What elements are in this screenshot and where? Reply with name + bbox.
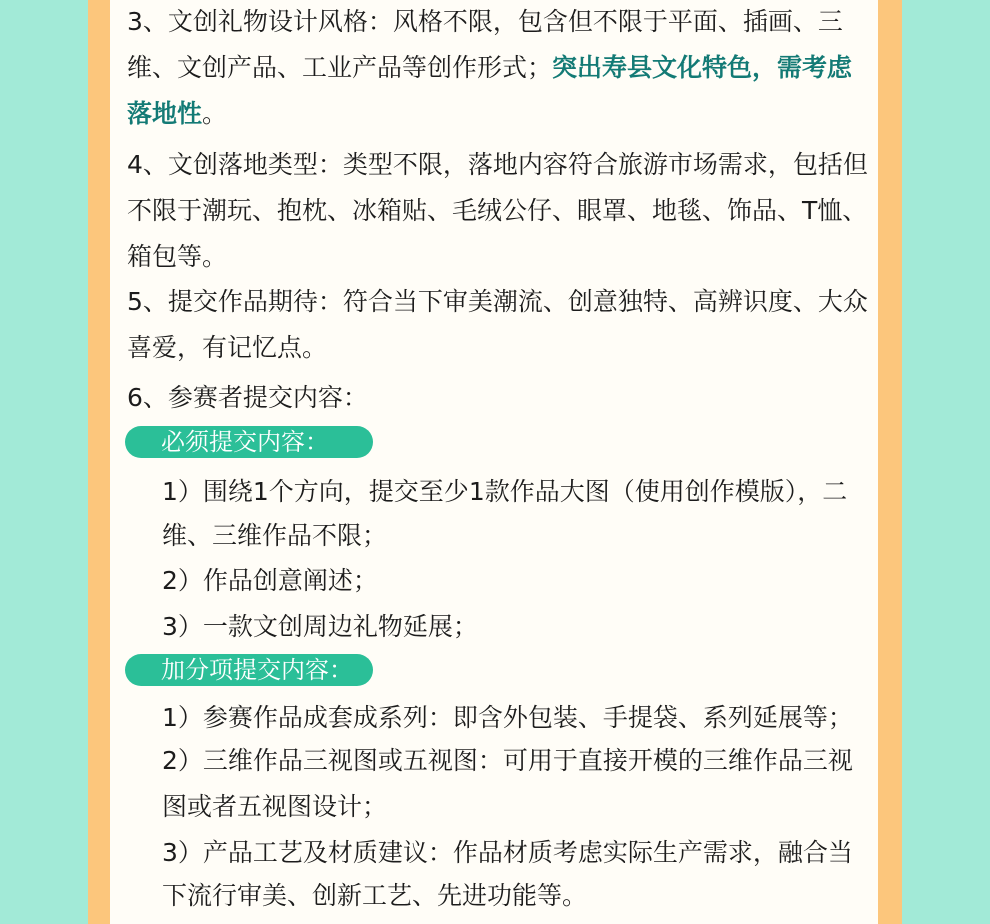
required-content-pill bbox=[125, 426, 373, 458]
item3-line2-plain: 维、文创产品、工业产品等创作形式； bbox=[127, 53, 553, 82]
item5-line2: 喜爱，有记忆点。 bbox=[127, 333, 328, 362]
item3-line2 bbox=[127, 52, 852, 84]
bonus-item2-line2: 图或者五视图设计； bbox=[162, 792, 388, 821]
item3-line1: 3、文创礼物设计风格：风格不限，包含但不限于平面、插画、三 bbox=[127, 7, 843, 36]
required-item2: 2）作品创意阐述； bbox=[162, 566, 378, 595]
item4-line3: 箱包等。 bbox=[127, 242, 228, 271]
required-item1-line2: 维、三维作品不限； bbox=[162, 521, 388, 550]
content-card bbox=[110, 0, 878, 924]
item3-line2-highlight: 突出寿县文化特色，需考虑 bbox=[552, 53, 853, 82]
item4-line2: 不限于潮玩、抱枕、冰箱贴、毛绒公仔、眼罩、地毯、饰品、T恤、 bbox=[127, 196, 868, 225]
item3-line3-end: 。 bbox=[202, 99, 228, 128]
item3-line3-highlight: 落地性 bbox=[127, 99, 203, 128]
required-item1-line1: 1）围绕1个方向，提交至少1款作品大图（使用创作模版），二 bbox=[162, 477, 848, 506]
bonus-item3-line1: 3）产品工艺及材质建议：作品材质考虑实际生产需求，融合当 bbox=[162, 838, 853, 867]
bonus-content-pill bbox=[125, 654, 373, 686]
required-content-label: 必须提交内容： bbox=[161, 428, 329, 456]
required-item3: 3）一款文创周边礼物延展； bbox=[162, 612, 478, 641]
bonus-content-label: 加分项提交内容： bbox=[161, 656, 353, 684]
item6-line1: 6、参赛者提交内容： bbox=[127, 383, 368, 412]
item4-line1: 4、文创落地类型：类型不限，落地内容符合旅游市场需求，包括但 bbox=[127, 150, 868, 179]
bonus-item3-line2: 下流行审美、创新工艺、先进功能等。 bbox=[162, 881, 588, 910]
bonus-item2-line1: 2）三维作品三视图或五视图：可用于直接开模的三维作品三视 bbox=[162, 746, 853, 775]
bonus-item1: 1）参赛作品成套成系列：即含外包装、手提袋、系列延展等； bbox=[162, 703, 853, 732]
item5-line1: 5、提交作品期待：符合当下审美潮流、创意独特、高辨识度、大众 bbox=[127, 287, 868, 316]
item3-line3 bbox=[127, 98, 227, 130]
